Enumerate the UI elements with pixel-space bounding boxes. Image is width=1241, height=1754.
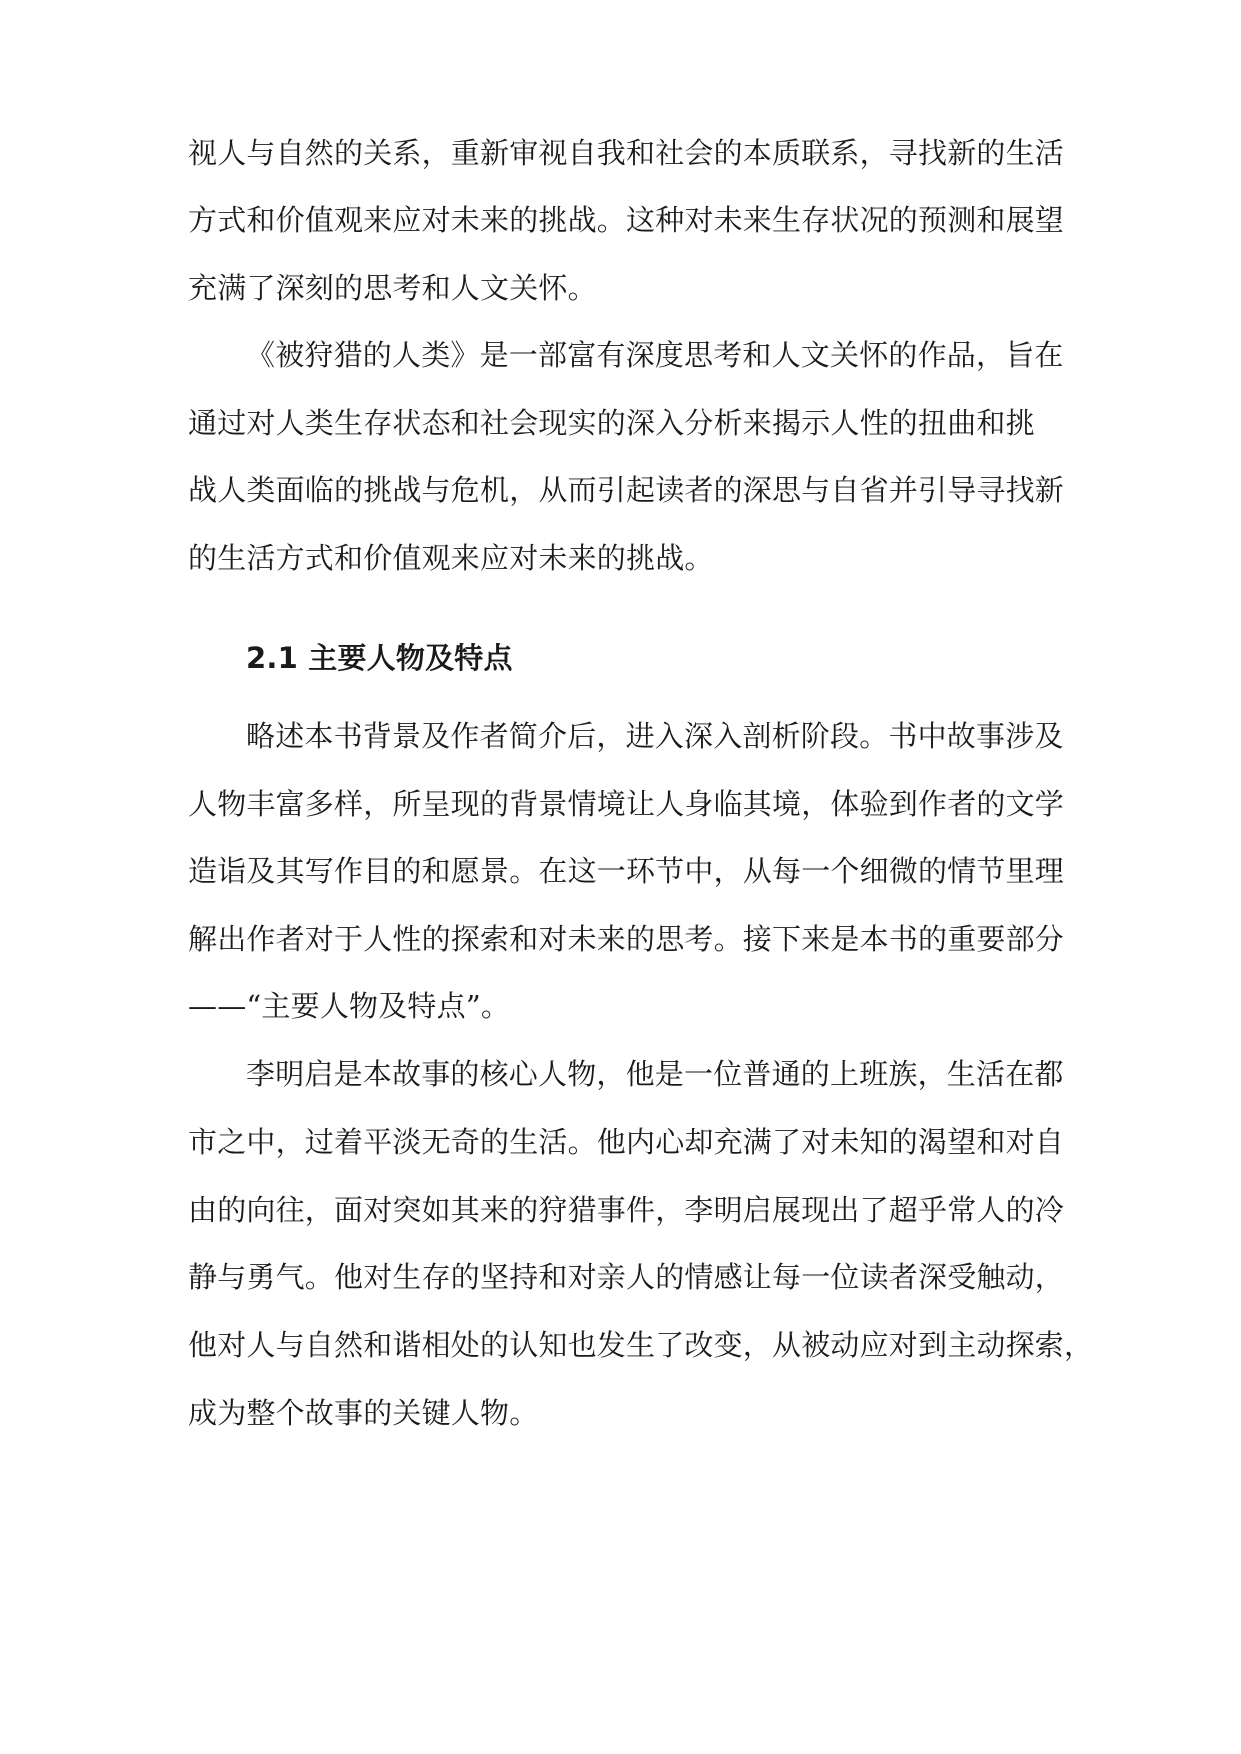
paragraph-3-line-3: 造诣及其写作目的和愿景。在这一环节中，从每一个细微的情节里理 [188, 854, 1065, 888]
paragraph-4-line-6: 成为整个故事的关键人物。 [188, 1396, 539, 1430]
paragraph-2-line-1: 《被狩猎的人类》是一部富有深度思考和人文关怀的作品，旨在 [246, 338, 1064, 372]
section-heading: 2.1 主要人物及特点 [246, 641, 513, 675]
paragraph-4-line-1: 李明启是本故事的核心人物，他是一位普通的上班族，生活在都 [246, 1057, 1064, 1091]
paragraph-3-line-1: 略述本书背景及作者简介后，进入深入剖析阶段。书中故事涉及 [246, 719, 1064, 753]
paragraph-3-line-5: ——“主要人物及特点”。 [188, 989, 511, 1023]
paragraph-4-line-3: 由的向往，面对突如其来的狩猎事件，李明启展现出了超乎常人的冷 [188, 1193, 1065, 1227]
paragraph-2-line-2: 通过对人类生存状态和社会现实的深入分析来揭示人性的扭曲和挑 [188, 406, 1035, 440]
paragraph-2-line-3: 战人类面临的挑战与危机，从而引起读者的深思与自省并引导寻找新 [188, 473, 1065, 507]
paragraph-3-line-2: 人物丰富多样，所呈现的背景情境让人身临其境，体验到作者的文学 [188, 787, 1065, 821]
paragraph-4-line-2: 市之中，过着平淡无奇的生活。他内心却充满了对未知的渴望和对自 [188, 1125, 1065, 1159]
paragraph-1-line-1: 视人与自然的关系，重新审视自我和社会的本质联系，寻找新的生活 [188, 136, 1065, 170]
paragraph-3-line-4: 解出作者对于人性的探索和对未来的思考。接下来是本书的重要部分 [188, 922, 1065, 956]
paragraph-1-line-3: 充满了深刻的思考和人文关怀。 [188, 271, 597, 305]
paragraph-4-line-5: 他对人与自然和谐相处的认知也发生了改变，从被动应对到主动探索， [188, 1328, 1094, 1362]
paragraph-1-line-2: 方式和价值观来应对未来的挑战。这种对未来生存状况的预测和展望 [188, 203, 1065, 237]
paragraph-4-line-4: 静与勇气。他对生存的坚持和对亲人的情感让每一位读者深受触动， [188, 1260, 1065, 1294]
paragraph-2-line-4: 的生活方式和价值观来应对未来的挑战。 [188, 541, 714, 575]
